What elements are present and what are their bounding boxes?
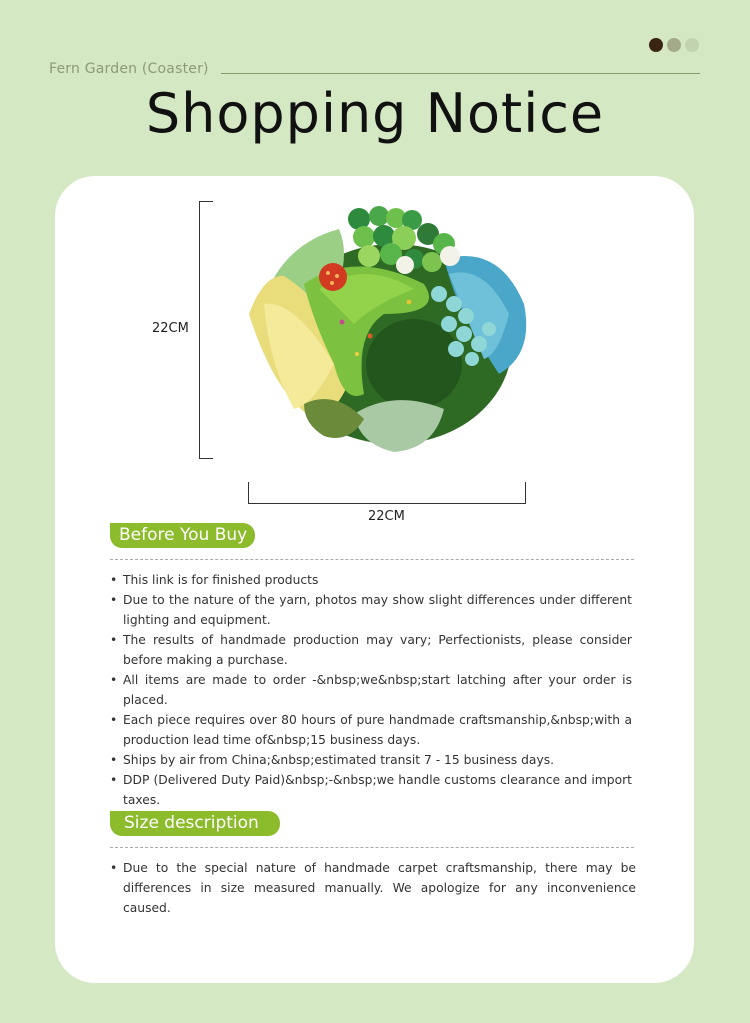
list-item: • The results of handmade production may vary; Perfectionists, please consider before making a purchase. bbox=[110, 630, 632, 670]
header-rule bbox=[221, 73, 700, 74]
section-divider bbox=[110, 847, 634, 848]
list-item: • All items are made to order -&nbsp;we&nbsp;start latching after your order is placed. bbox=[110, 670, 632, 710]
height-label: 22CM bbox=[152, 321, 189, 336]
size-description-list bbox=[110, 858, 636, 918]
list-item: • This link is for finished products bbox=[110, 570, 632, 590]
width-label: 22CM bbox=[368, 509, 405, 524]
before-you-buy-list bbox=[110, 570, 632, 810]
dot-3 bbox=[685, 38, 699, 52]
section-divider bbox=[110, 559, 634, 560]
page-indicator-dots bbox=[649, 38, 699, 52]
list-item: • Each piece requires over 80 hours of pure handmade craftsmanship,&nbsp;with a production lead time of&nbsp;15 business days. bbox=[110, 710, 632, 750]
dot-2 bbox=[667, 38, 681, 52]
list-item: • Ships by air from China;&nbsp;estimated transit 7 - 15 business days. bbox=[110, 750, 632, 770]
before-you-buy-heading: Before You Buy bbox=[110, 523, 255, 548]
fern-garden-rug-image bbox=[244, 204, 534, 456]
list-item: • Due to the special nature of handmade carpet craftsmanship, there may be differences in size measured manually. We apologize for any inconvenience caused. bbox=[110, 858, 636, 918]
page-title: Shopping Notice bbox=[145, 82, 605, 145]
width-bracket bbox=[248, 482, 526, 504]
dot-1 bbox=[649, 38, 663, 52]
height-bracket bbox=[199, 201, 213, 459]
list-item: • DDP (Delivered Duty Paid)&nbsp;-&nbsp;we handle customs clearance and import taxes. bbox=[110, 770, 632, 810]
size-description-heading: Size description bbox=[110, 811, 280, 836]
list-item: • Due to the nature of the yarn, photos may show slight differences under different lighting and equipment. bbox=[110, 590, 632, 630]
product-subtitle: Fern Garden (Coaster) bbox=[49, 61, 209, 77]
